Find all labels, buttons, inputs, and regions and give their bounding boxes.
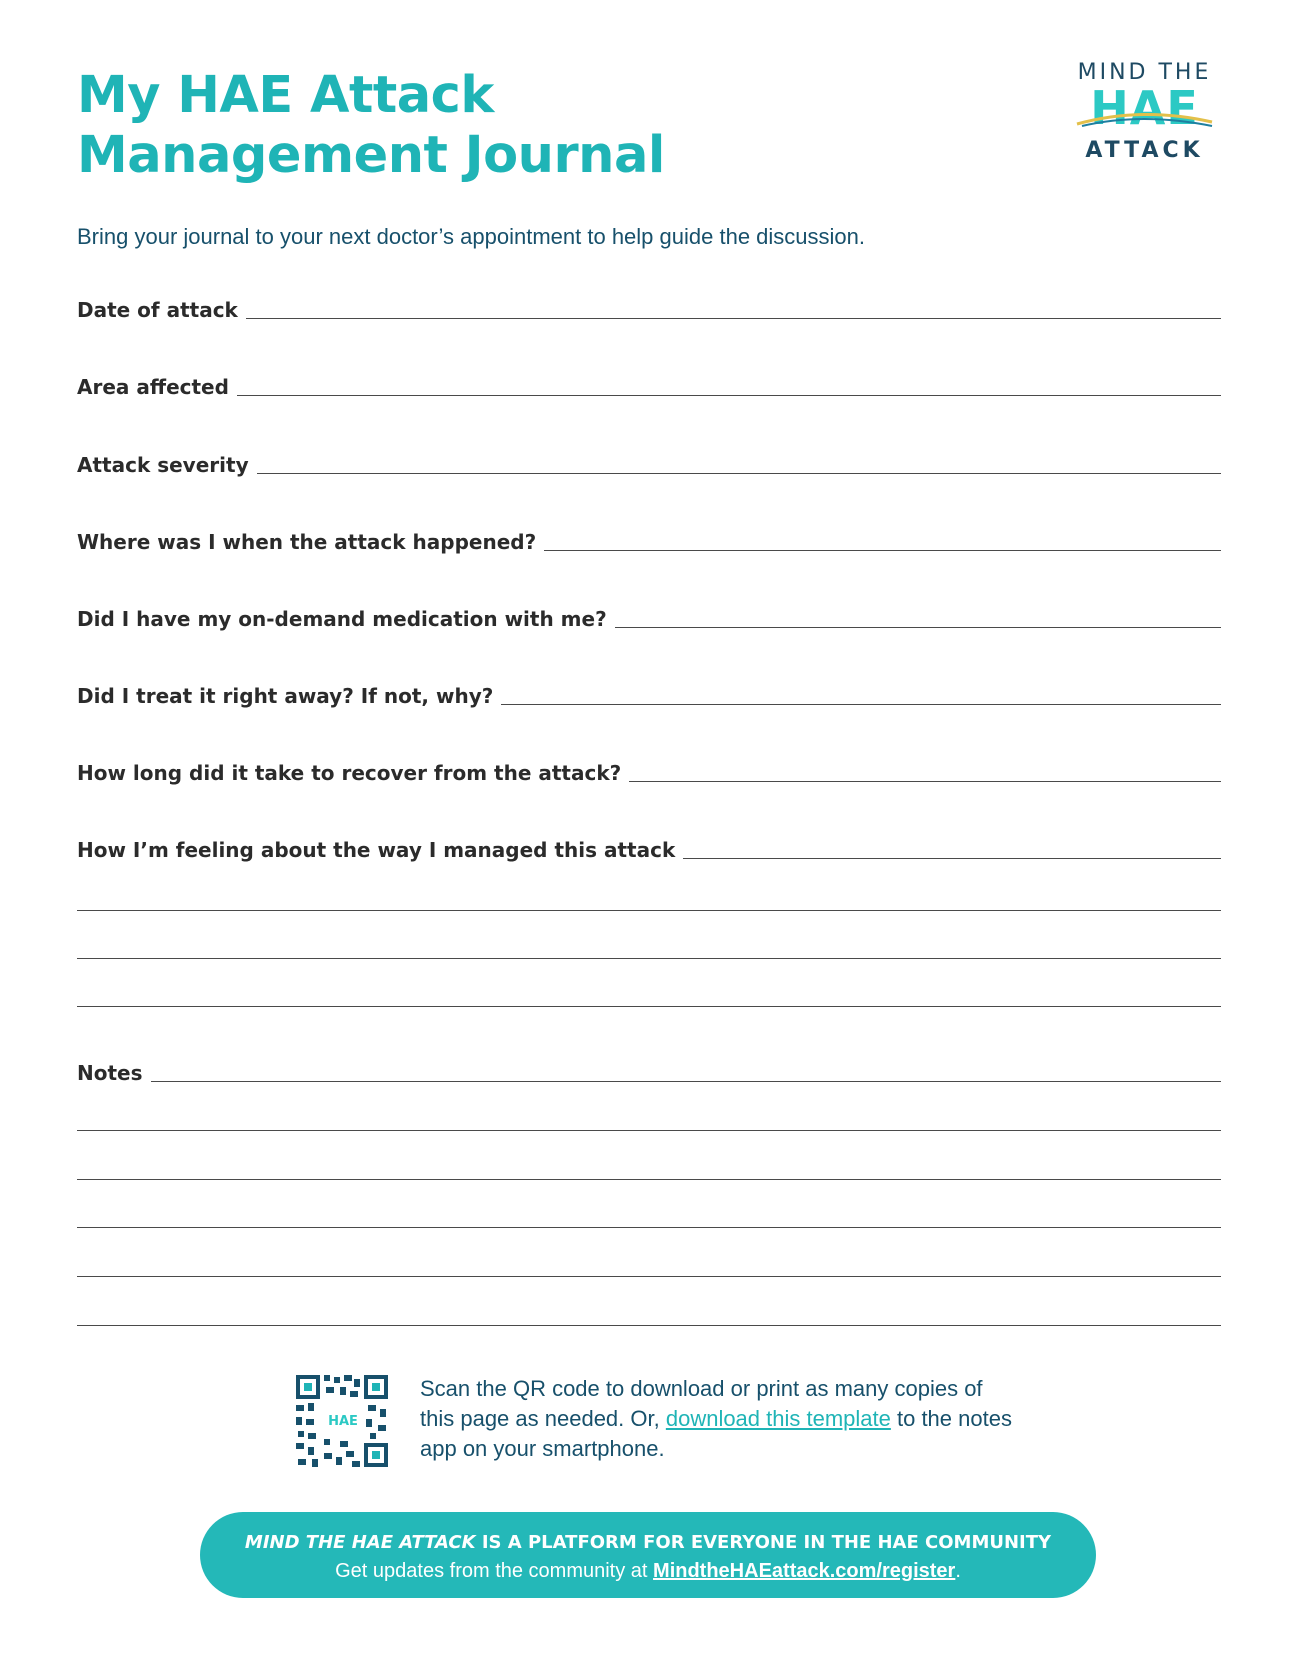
field-label: Date of attack bbox=[77, 298, 238, 322]
banner-subline-text: Get updates from the community at bbox=[335, 1560, 654, 1582]
write-line[interactable] bbox=[544, 550, 1221, 551]
title-line-1: My HAE Attack bbox=[77, 66, 494, 125]
write-line[interactable] bbox=[257, 473, 1221, 474]
write-line[interactable] bbox=[615, 627, 1221, 628]
field-date-of-attack bbox=[77, 297, 1221, 323]
write-line[interactable] bbox=[77, 1276, 1221, 1277]
write-line[interactable] bbox=[77, 958, 1221, 959]
field-attack-severity bbox=[77, 452, 1221, 478]
logo-line-3: ATTACK bbox=[1085, 138, 1204, 163]
field-feelings bbox=[77, 837, 1221, 863]
community-banner bbox=[200, 1512, 1096, 1598]
field-label: How I’m feeling about the way I managed this attack bbox=[77, 838, 676, 862]
field-label: Did I have my on-demand medication with me? bbox=[77, 607, 607, 631]
write-line[interactable] bbox=[246, 318, 1221, 319]
download-template-link[interactable]: download this template bbox=[665, 1406, 891, 1431]
field-label: Attack severity bbox=[77, 453, 249, 477]
subtitle: Bring your journal to your next doctor’s appointment to help guide the discussion. bbox=[77, 224, 865, 249]
field-notes bbox=[77, 1060, 1221, 1086]
field-label: Area affected bbox=[77, 375, 229, 399]
write-line[interactable] bbox=[237, 395, 1221, 396]
field-label: Notes bbox=[77, 1061, 143, 1085]
write-line[interactable] bbox=[77, 1179, 1221, 1180]
qr-text-after: to the notes app on your smartphone. bbox=[420, 1406, 1012, 1461]
banner-brand: MIND THE HAE ATTACK bbox=[244, 1532, 476, 1553]
logo-line-2: HAE bbox=[1090, 81, 1199, 135]
field-treatment bbox=[77, 683, 1221, 709]
register-link[interactable]: MindtheHAEattack.com/register bbox=[653, 1560, 956, 1582]
page-title bbox=[77, 66, 665, 186]
write-line[interactable] bbox=[77, 1130, 1221, 1131]
field-location bbox=[77, 529, 1221, 555]
write-line[interactable] bbox=[501, 704, 1221, 705]
qr-text-before: Scan the QR code to download or print as many copies of this page as needed. Or, bbox=[420, 1376, 983, 1431]
field-area-affected bbox=[77, 374, 1221, 400]
logo-line-1: MIND THE bbox=[1077, 60, 1212, 85]
qr-instructions bbox=[420, 1374, 1020, 1464]
write-line[interactable] bbox=[629, 781, 1221, 782]
logo-swoosh-icon bbox=[1072, 110, 1217, 130]
title-line-2: Management Journal bbox=[77, 126, 665, 185]
write-line[interactable] bbox=[77, 1006, 1221, 1007]
write-line[interactable] bbox=[683, 858, 1221, 859]
write-line[interactable] bbox=[77, 1325, 1221, 1326]
field-medication bbox=[77, 606, 1221, 632]
banner-subline bbox=[200, 1560, 1096, 1583]
banner-headline-rest: IS A PLATFORM FOR EVERYONE IN THE HAE COMMUNITY bbox=[475, 1532, 1052, 1553]
qr-code-icon[interactable] bbox=[294, 1373, 390, 1469]
write-line[interactable] bbox=[151, 1081, 1221, 1082]
field-label: How long did it take to recover from the attack? bbox=[77, 761, 622, 785]
field-label: Where was I when the attack happened? bbox=[77, 530, 537, 554]
mind-the-hae-attack-logo bbox=[1072, 60, 1222, 170]
banner-headline bbox=[200, 1532, 1096, 1553]
write-line[interactable] bbox=[77, 910, 1221, 911]
field-recovery bbox=[77, 760, 1221, 786]
field-label: Did I treat it right away? If not, why? bbox=[77, 684, 494, 708]
svg-text:HAE: HAE bbox=[328, 1414, 358, 1429]
banner-subline-end: . bbox=[955, 1560, 961, 1582]
write-line[interactable] bbox=[77, 1227, 1221, 1228]
